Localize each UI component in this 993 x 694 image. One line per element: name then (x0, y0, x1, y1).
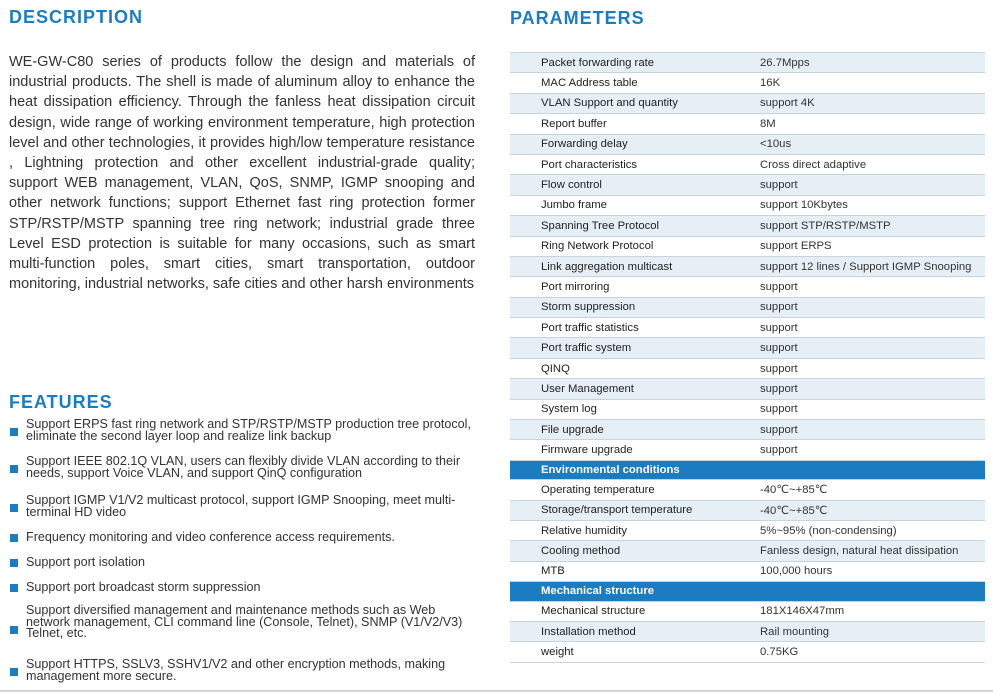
parameter-row (510, 236, 985, 256)
parameter-value: support STP/RSTP/MSTP (760, 216, 985, 236)
bottom-divider (0, 690, 993, 692)
feature-text: Support diversified management and maintenance methods such as Web network management, CLI command line (Console, Telnet), SNMP (V1/V2/V3) Telnet, etc. (26, 603, 463, 640)
description-body: WE-GW-C80 series of products follow the design and materials of industrial products. The shell is made of aluminum alloy to enhance the heat dissipation efficiency. Through the fanless heat dissipation circuit design, wide range of working environment temperature, high protection level and other technologies, it provides high/low temperature resistance , Lightning protection and other excellent industrial-grade quality; support WEB management, VLAN, QoS, SNMP, IGMP snooping and other network functions; support Ethernet fast ring protection former STP/RSTP/MSTP spanning tree ring network; industrial grade three Level ESD protection is suitable for many occasions, such as smart multi-function poles, smart cities, smart transportation, outdoor monitoring, industrial networks, safe cities and other harsh environments (9, 54, 475, 293)
parameter-value: Cross direct adaptive (760, 154, 985, 174)
parameter-name: Flow control (510, 175, 760, 195)
parameter-row (510, 256, 985, 276)
parameter-value: support 10Kbytes (760, 195, 985, 215)
parameter-name: System log (510, 399, 760, 419)
parameter-row (510, 195, 985, 215)
parameter-name: Jumbo frame (510, 195, 760, 215)
parameter-row (510, 500, 985, 520)
parameter-name: MTB (510, 561, 760, 581)
feature-text: Support IGMP V1/V2 multicast protocol, support IGMP Snooping, meet multi-terminal HD video (26, 493, 456, 519)
parameter-row (510, 642, 985, 662)
parameter-name: Spanning Tree Protocol (510, 216, 760, 236)
parameter-row (510, 297, 985, 317)
parameter-row (510, 53, 985, 73)
parameter-value: 0.75KG (760, 642, 985, 662)
parameter-name: weight (510, 642, 760, 662)
parameter-name: QINQ (510, 358, 760, 378)
parameter-row (510, 338, 985, 358)
parameter-row (510, 440, 985, 460)
parameter-row (510, 154, 985, 174)
parameter-value: 100,000 hours (760, 561, 985, 581)
parameter-value: support 12 lines / Support IGMP Snooping (760, 256, 985, 276)
parameter-value: support (760, 318, 985, 338)
parameter-name: Port characteristics (510, 154, 760, 174)
parameter-row (510, 134, 985, 154)
bullet-square-icon (10, 584, 18, 592)
parameter-row (510, 399, 985, 419)
parameter-row (510, 621, 985, 641)
parameter-row (510, 318, 985, 338)
features-heading: FEATURES (9, 392, 113, 412)
parameter-name: Report buffer (510, 114, 760, 134)
feature-text: Support ERPS fast ring network and STP/RSTP/MSTP production tree protocol, eliminate the second layer loop and realize link backup (26, 417, 471, 443)
parameter-row (510, 277, 985, 297)
parameter-value: support (760, 297, 985, 317)
parameters-table (510, 52, 985, 663)
parameter-row (510, 358, 985, 378)
parameter-value: support (760, 175, 985, 195)
parameter-name: Installation method (510, 621, 760, 641)
parameter-name: Port traffic statistics (510, 318, 760, 338)
parameter-value: 26.7Mpps (760, 53, 985, 73)
parameter-name: Forwarding delay (510, 134, 760, 154)
parameter-name: Operating temperature (510, 480, 760, 500)
parameter-name: Firmware upgrade (510, 440, 760, 460)
parameter-row (510, 379, 985, 399)
parameter-value: Rail mounting (760, 621, 985, 641)
parameter-value: support (760, 379, 985, 399)
parameter-row (510, 73, 985, 93)
parameter-value: Fanless design, natural heat dissipation (760, 541, 985, 561)
bullet-square-icon (10, 626, 18, 634)
parameter-value: 8M (760, 114, 985, 134)
parameter-value: support (760, 420, 985, 440)
parameter-value: support (760, 440, 985, 460)
parameter-name: Link aggregation multicast (510, 256, 760, 276)
parameter-row (510, 114, 985, 134)
description-heading: DESCRIPTION (9, 7, 144, 27)
parameter-name: Packet forwarding rate (510, 53, 760, 73)
parameter-row (510, 520, 985, 540)
parameter-value: <10us (760, 134, 985, 154)
parameter-name: VLAN Support and quantity (510, 93, 760, 113)
bullet-square-icon (10, 428, 18, 436)
parameter-row (510, 93, 985, 113)
parameter-value: 5%~95% (non-condensing) (760, 520, 985, 540)
bullet-square-icon (10, 668, 18, 676)
parameter-row (510, 216, 985, 236)
parameter-row (510, 480, 985, 500)
parameter-value: -40℃~+85℃ (760, 480, 985, 500)
parameter-name: Storage/transport temperature (510, 500, 760, 520)
section-title: Environmental conditions (510, 460, 985, 479)
feature-text: Support port broadcast storm suppression (26, 580, 261, 594)
parameter-value: support (760, 358, 985, 378)
parameter-name: Port traffic system (510, 338, 760, 358)
parameter-value: support ERPS (760, 236, 985, 256)
parameter-row (510, 175, 985, 195)
parameter-name: Storm suppression (510, 297, 760, 317)
parameter-value: 181X146X47mm (760, 601, 985, 621)
parameter-value: support (760, 338, 985, 358)
parameter-name: Port mirroring (510, 277, 760, 297)
section-header-row (510, 582, 985, 601)
parameter-name: Mechanical structure (510, 601, 760, 621)
parameter-value: support (760, 399, 985, 419)
bullet-square-icon (10, 534, 18, 542)
feature-text: Support IEEE 802.1Q VLAN, users can flexibly divide VLAN according to their needs, support Voice VLAN, and support QinQ configuration (26, 454, 461, 480)
parameter-name: File upgrade (510, 420, 760, 440)
section-header-row (510, 460, 985, 479)
parameter-value: support 4K (760, 93, 985, 113)
parameter-name: Cooling method (510, 541, 760, 561)
feature-text: Support port isolation (26, 555, 146, 569)
parameter-value: 16K (760, 73, 985, 93)
section-title: Mechanical structure (510, 582, 985, 601)
parameter-value: support (760, 277, 985, 297)
bullet-square-icon (10, 504, 18, 512)
bullet-square-icon (10, 559, 18, 567)
parameters-heading: PARAMETERS (510, 8, 645, 28)
parameter-name: User Management (510, 379, 760, 399)
feature-text: Frequency monitoring and video conference access requirements. (26, 530, 395, 544)
parameter-row (510, 541, 985, 561)
parameter-name: MAC Address table (510, 73, 760, 93)
feature-text: Support HTTPS, SSLV3, SSHV1/V2 and other encryption methods, making management more secure. (26, 657, 446, 683)
parameter-row (510, 561, 985, 581)
parameter-row (510, 601, 985, 621)
parameter-name: Relative humidity (510, 520, 760, 540)
parameter-value: -40℃~+85℃ (760, 500, 985, 520)
parameter-name: Ring Network Protocol (510, 236, 760, 256)
bullet-square-icon (10, 465, 18, 473)
parameter-row (510, 420, 985, 440)
